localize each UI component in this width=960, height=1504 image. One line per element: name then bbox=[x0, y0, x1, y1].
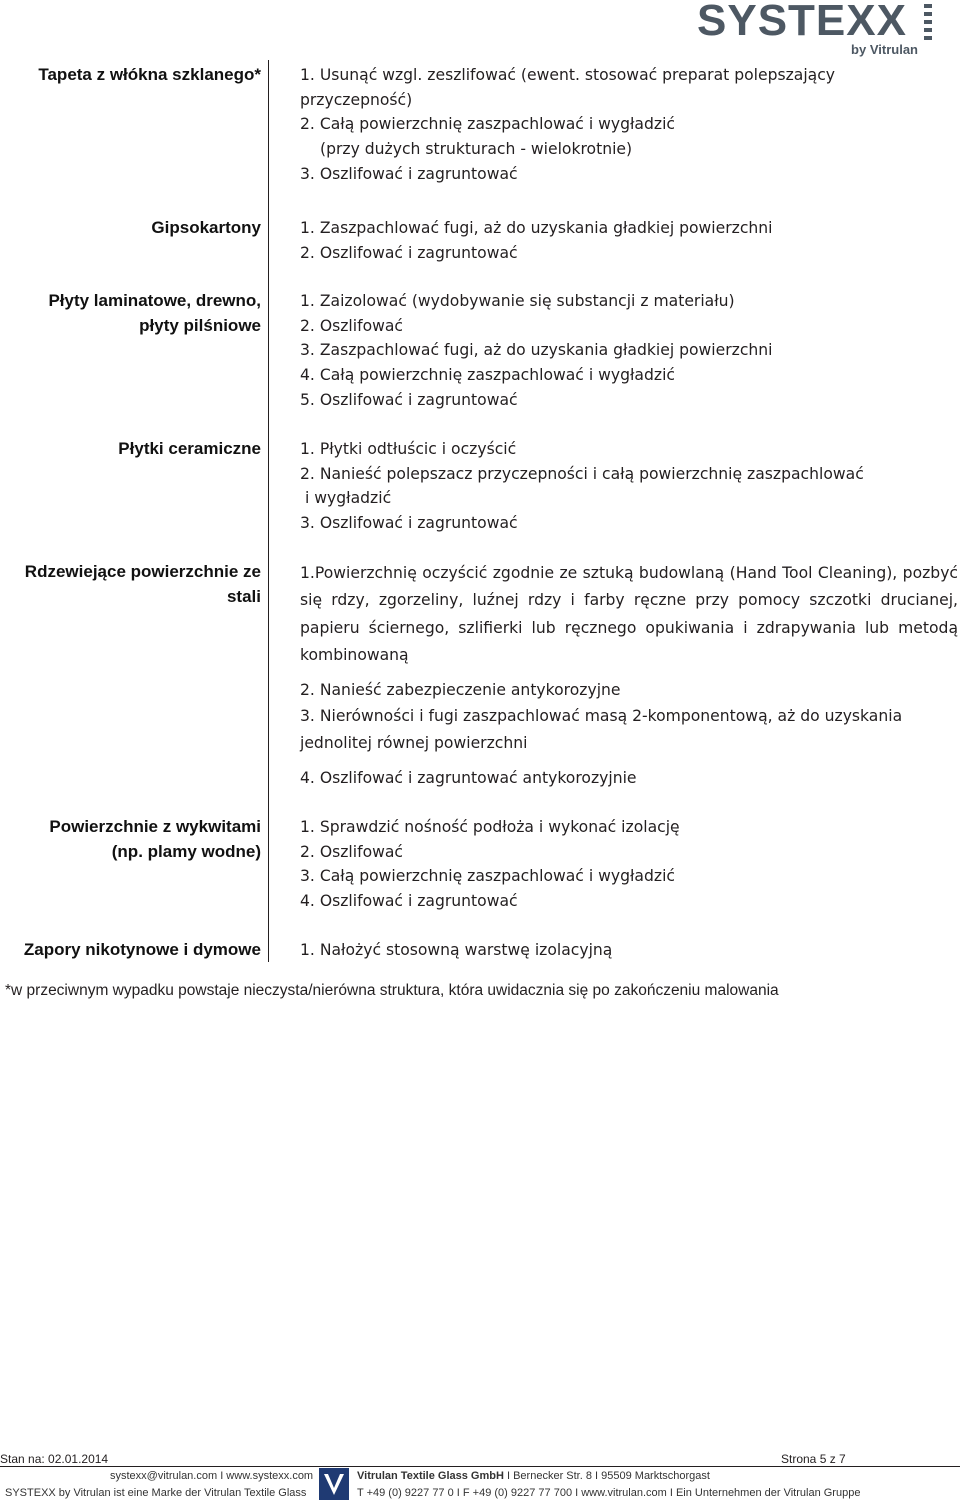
label-line: Powierzchnie z wykwitami bbox=[49, 817, 261, 836]
step: 3. Zaszpachlować fugi, aż do uzyskania gładkiej powierzchni bbox=[300, 341, 773, 360]
systexx-logo bbox=[697, 2, 932, 58]
step: 2. Całą powierzchnię zaszpachlować i wygładzić bbox=[300, 115, 675, 134]
footer-date: Stan na: 02.01.2014 bbox=[0, 1452, 109, 1466]
column-divider bbox=[268, 60, 269, 962]
step: i wygładzić bbox=[305, 489, 392, 508]
row-label bbox=[0, 216, 261, 241]
label-line: Płytki ceramiczne bbox=[118, 439, 261, 458]
step: 2. Nanieść zabezpieczenie antykorozyjne bbox=[300, 681, 621, 700]
step: 3. Całą powierzchnię zaszpachlować i wygładzić bbox=[300, 867, 675, 886]
step: 4. Oszlifować i zagruntować antykorozyjnie bbox=[300, 768, 637, 787]
step: 1. Zaszpachlować fugi, aż do uzyskania gładkiej powierzchni bbox=[300, 219, 773, 237]
row-label bbox=[0, 437, 261, 462]
step: 4. Oszlifować i zagruntować bbox=[300, 892, 518, 911]
label-line: Gipsokartony bbox=[151, 218, 261, 237]
label-line: Tapeta z włókna szklanego* bbox=[38, 65, 261, 84]
label-line: Zapory nikotynowe i dymowe bbox=[23, 940, 261, 959]
row-label bbox=[0, 938, 261, 963]
label-line: płyty pilśniowe bbox=[139, 315, 261, 335]
label-line: (np. plamy wodne) bbox=[111, 841, 261, 861]
row-steps bbox=[300, 63, 958, 187]
step: 5. Oszlifować i zagruntować bbox=[300, 390, 518, 409]
step: 4. Całą powierzchnię zaszpachlować i wygładzić bbox=[300, 366, 675, 385]
row-label bbox=[0, 289, 261, 338]
label-line: stali bbox=[226, 586, 261, 606]
logo-bars-icon bbox=[924, 4, 932, 40]
row-steps bbox=[300, 437, 958, 536]
row-steps bbox=[300, 289, 958, 413]
step: 2. Nanieść polepszacz przyczepności i całą powierzchnię zaszpachlować bbox=[300, 464, 864, 483]
step: 1. Płytki odtłuścic i oczyścić bbox=[300, 440, 517, 458]
row-label bbox=[0, 63, 261, 88]
label-line: Płyty laminatowe, drewno, bbox=[48, 291, 261, 310]
step: 3. Nierówności i fugi zaszpachlować masą 2-komponentową, aż do uzyskania jednolitej równej powierzchni bbox=[300, 706, 903, 752]
step: 1. Nałożyć stosowną warstwę izolacyjną bbox=[300, 941, 613, 959]
step: 2. Oszlifować bbox=[300, 316, 403, 335]
footer-page-number: Strona 5 z 7 bbox=[781, 1452, 846, 1466]
footnote: *w przeciwnym wypadku powstaje nieczysta/nierówna struktura, która uwidacznia się po zakończeniu malowania bbox=[5, 982, 779, 999]
company-address: I Bernecker Str. 8 I 95509 Marktschorgast bbox=[506, 1470, 710, 1482]
label-line: Rdzewiejące powierzchnie ze bbox=[24, 562, 261, 581]
row-steps bbox=[300, 938, 958, 963]
logo-brand: SYSTEXX bbox=[697, 0, 907, 45]
step: 1. Sprawdzić nośność podłoża i wykonać izolację bbox=[300, 818, 680, 836]
row-label bbox=[0, 560, 261, 609]
step: (przy dużych strukturach - wielokrotnie) bbox=[320, 140, 633, 159]
step: 3. Oszlifować i zagruntować bbox=[300, 164, 518, 183]
row-steps bbox=[300, 216, 958, 265]
footer-phone: T +49 (0) 9227 77 0 I F +49 (0) 9227 77 700 I www.vitrulan.com I Ein Unternehmen der Vitrulan Gruppe bbox=[357, 1487, 861, 1499]
company-name: Vitrulan Textile Glass GmbH bbox=[357, 1470, 504, 1482]
step: 2. Oszlifować bbox=[300, 842, 403, 861]
step: 1.Powierzchnię oczyścić zgodnie ze sztuką budowlaną (Hand Tool Cleaning), pozbyć się rdzy, zgorzeliny, luźnej rdzy i farby ręczne przy pomocy szczotki drucianej, papieru ściernego, szlifierki lub ręcznego opukiwania i zdrapywania lub metodą kombinowaną bbox=[300, 564, 958, 664]
row-label bbox=[0, 815, 261, 864]
step: 2. Oszlifować i zagruntować bbox=[300, 243, 518, 262]
step: przyczepność) bbox=[300, 90, 413, 109]
footer-company bbox=[357, 1470, 710, 1482]
row-steps bbox=[300, 815, 958, 914]
row-steps bbox=[300, 560, 958, 791]
vitrulan-v-icon bbox=[319, 1468, 349, 1500]
footer-contact: systexx@vitrulan.com I www.systexx.com bbox=[110, 1470, 314, 1482]
step: 1. Usunąć wzgl. zeszlifować (ewent. stosować preparat polepszający bbox=[300, 66, 836, 84]
logo-sub: by Vitrulan bbox=[851, 42, 918, 57]
step: 1. Zaizolować (wydobywanie się substancji z materiału) bbox=[300, 292, 735, 310]
footer-divider bbox=[0, 1466, 960, 1467]
step: 3. Oszlifować i zagruntować bbox=[300, 514, 518, 533]
footer-brand-line: SYSTEXX by Vitrulan ist eine Marke der Vitrulan Textile Glass bbox=[5, 1487, 307, 1499]
